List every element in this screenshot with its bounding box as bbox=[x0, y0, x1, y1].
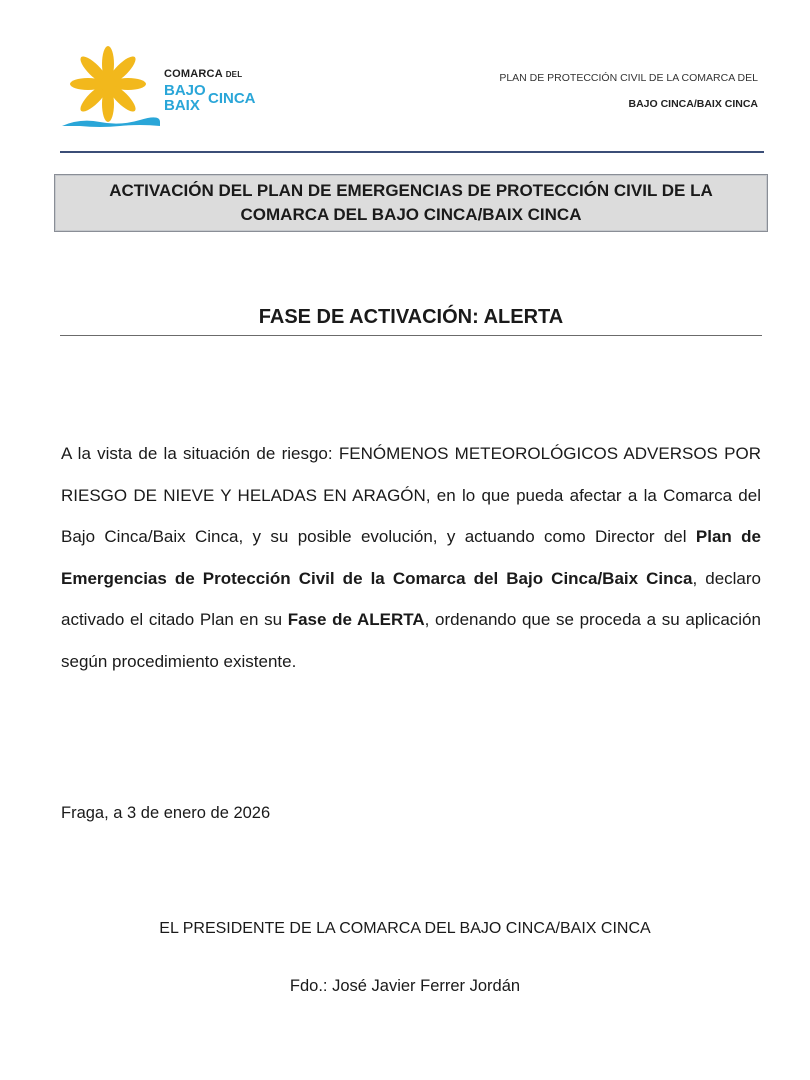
logo-comarca: COMARCA bbox=[164, 68, 223, 80]
header-plan-title bbox=[499, 72, 758, 110]
logo-bajo: BAJO bbox=[164, 82, 206, 99]
logo-baix: BAIX bbox=[164, 97, 200, 114]
comarca-logo bbox=[60, 46, 280, 136]
body-text-3: , ordenando que se proceda a su aplicación según procedimiento existente. bbox=[61, 610, 761, 671]
body-text-2: , declaro activado el citado Plan en su bbox=[61, 568, 761, 629]
body-bold-plan: Plan de Emergencias de Protección Civil de la Comarca del Bajo Cinca/Baix Cinca bbox=[61, 527, 761, 588]
signature-title: EL PRESIDENTE DE LA COMARCA DEL BAJO CINCA/BAIX CINCA bbox=[159, 920, 651, 937]
logo-cinca: CINCA bbox=[208, 90, 256, 107]
logo-del: DEL bbox=[225, 70, 243, 79]
header-line-1: PLAN DE PROTECCIÓN CIVIL DE LA COMARCA DEL bbox=[499, 72, 758, 84]
title-line-2: COMARCA DEL BAJO CINCA/BAIX CINCA bbox=[240, 205, 582, 224]
sun-flower-icon bbox=[60, 46, 160, 136]
phase-heading: FASE DE ACTIVACIÓN: ALERTA bbox=[60, 306, 762, 336]
document-title-box bbox=[54, 174, 768, 232]
body-text-1: A la vista de la situación de riesgo: FENÓMENOS METEOROLÓGICOS ADVERSOS POR RIESGO DE NIEVE Y HELADAS EN ARAGÓN, en lo que pueda afectar a la Comarca del Bajo Cinca/Baix Cinca, y su posible evolución, y actuando como Director del bbox=[61, 444, 761, 546]
body-paragraph bbox=[61, 433, 761, 682]
header-line-2: BAJO CINCA/BAIX CINCA bbox=[628, 98, 758, 110]
date-line: Fraga, a 3 de enero de 2026 bbox=[61, 804, 271, 822]
signature-name: Fdo.: José Javier Ferrer Jordán bbox=[289, 977, 521, 995]
body-bold-phase: Fase de ALERTA bbox=[287, 610, 425, 629]
title-line-1: ACTIVACIÓN DEL PLAN DE EMERGENCIAS DE PROTECCIÓN CIVIL DE LA bbox=[109, 181, 713, 200]
header-divider bbox=[60, 151, 764, 153]
